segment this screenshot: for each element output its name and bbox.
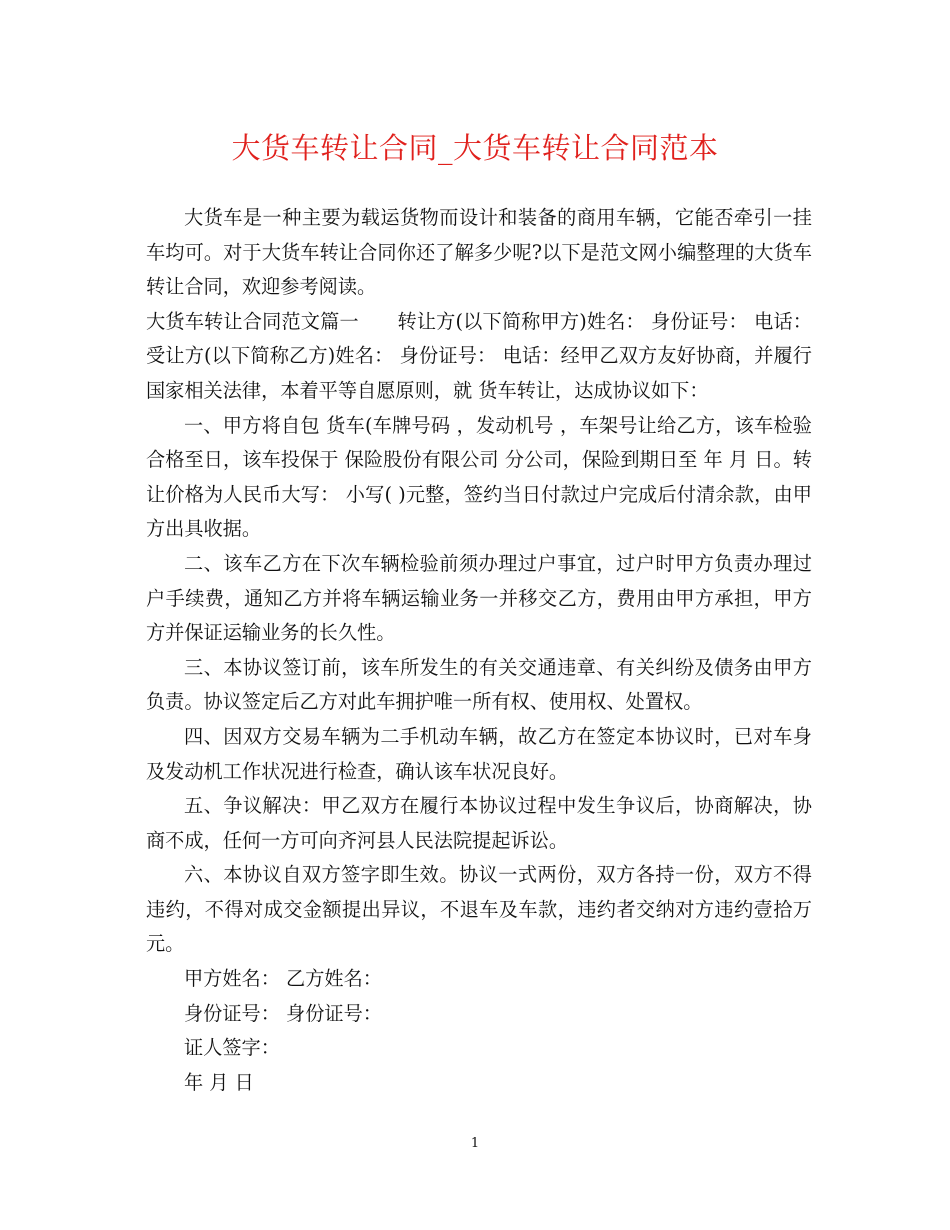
clause-5: 五、争议解决：甲乙双方在履行本协议过程中发生争议后，协商解决，协商不成，任何一方可向齐河县人民法院提起诉讼。 bbox=[146, 794, 812, 852]
signature-id-line: 身份证号： 身份证号： bbox=[184, 1001, 382, 1025]
witness-signature-line: 证人签字： bbox=[184, 1036, 280, 1060]
clause-4: 四、因双方交易车辆为二手机动车辆，故乙方在签定本协议时，已对车身及发动机工作状况进行检查，确认该车状况良好。 bbox=[146, 724, 812, 783]
document-title: 大货车转让合同_大货车转让合同范本 bbox=[231, 131, 719, 165]
clause-1: 一、甲方将自包 货车(车牌号码 ，发动机号 ，车架号让给乙方，该车检验合格至日，该车投保于 保险股份有限公司 分公司，保险到期日至 年 月 日。转让价格为人民币大写： 小写( )元整，签约当日付款过户完成后付清余款，由甲方出具收据。 bbox=[146, 413, 812, 541]
signature-names-line: 甲方姓名： 乙方姓名： bbox=[184, 967, 382, 991]
page-number: 1 bbox=[470, 1136, 480, 1151]
clause-6: 六、本协议自双方签字即生效。协议一式两份，双方各持一份，双方不得违约，不得对成交金额提出异议，不退车及车款，违约者交纳对方违约壹拾万元。 bbox=[146, 863, 812, 956]
clause-3: 三、本协议签订前，该车所发生的有关交通违章、有关纠纷及债务由甲方负责。协议签定后乙方对此车拥护唯一所有权、使用权、处置权。 bbox=[146, 655, 812, 714]
sample-heading-paragraph: 大货车转让合同范文篇一 转让方(以下简称甲方)姓名： 身份证号： 电话：受让方(以下简称乙方)姓名： 身份证号： 电话：经甲乙双方友好协商，并履行国家相关法律，本着平等自愿原则，就 货车转让，达成协议如下： bbox=[146, 309, 812, 402]
intro-paragraph: 大货车是一种主要为载运货物而设计和装备的商用车辆，它能否牵引一挂车均可。对于大货车转让合同你还了解多少呢?以下是范文网小编整理的大货车转让合同，欢迎参考阅读。 bbox=[146, 206, 812, 299]
clause-2: 二、该车乙方在下次车辆检验前须办理过户事宜，过户时甲方负责办理过户手续费，通知乙方并将车辆运输业务一并移交乙方，费用由甲方承担，甲方方并保证运输业务的长久性。 bbox=[146, 551, 812, 645]
document-body bbox=[146, 201, 812, 1100]
date-line: 年 月 日 bbox=[184, 1070, 254, 1094]
